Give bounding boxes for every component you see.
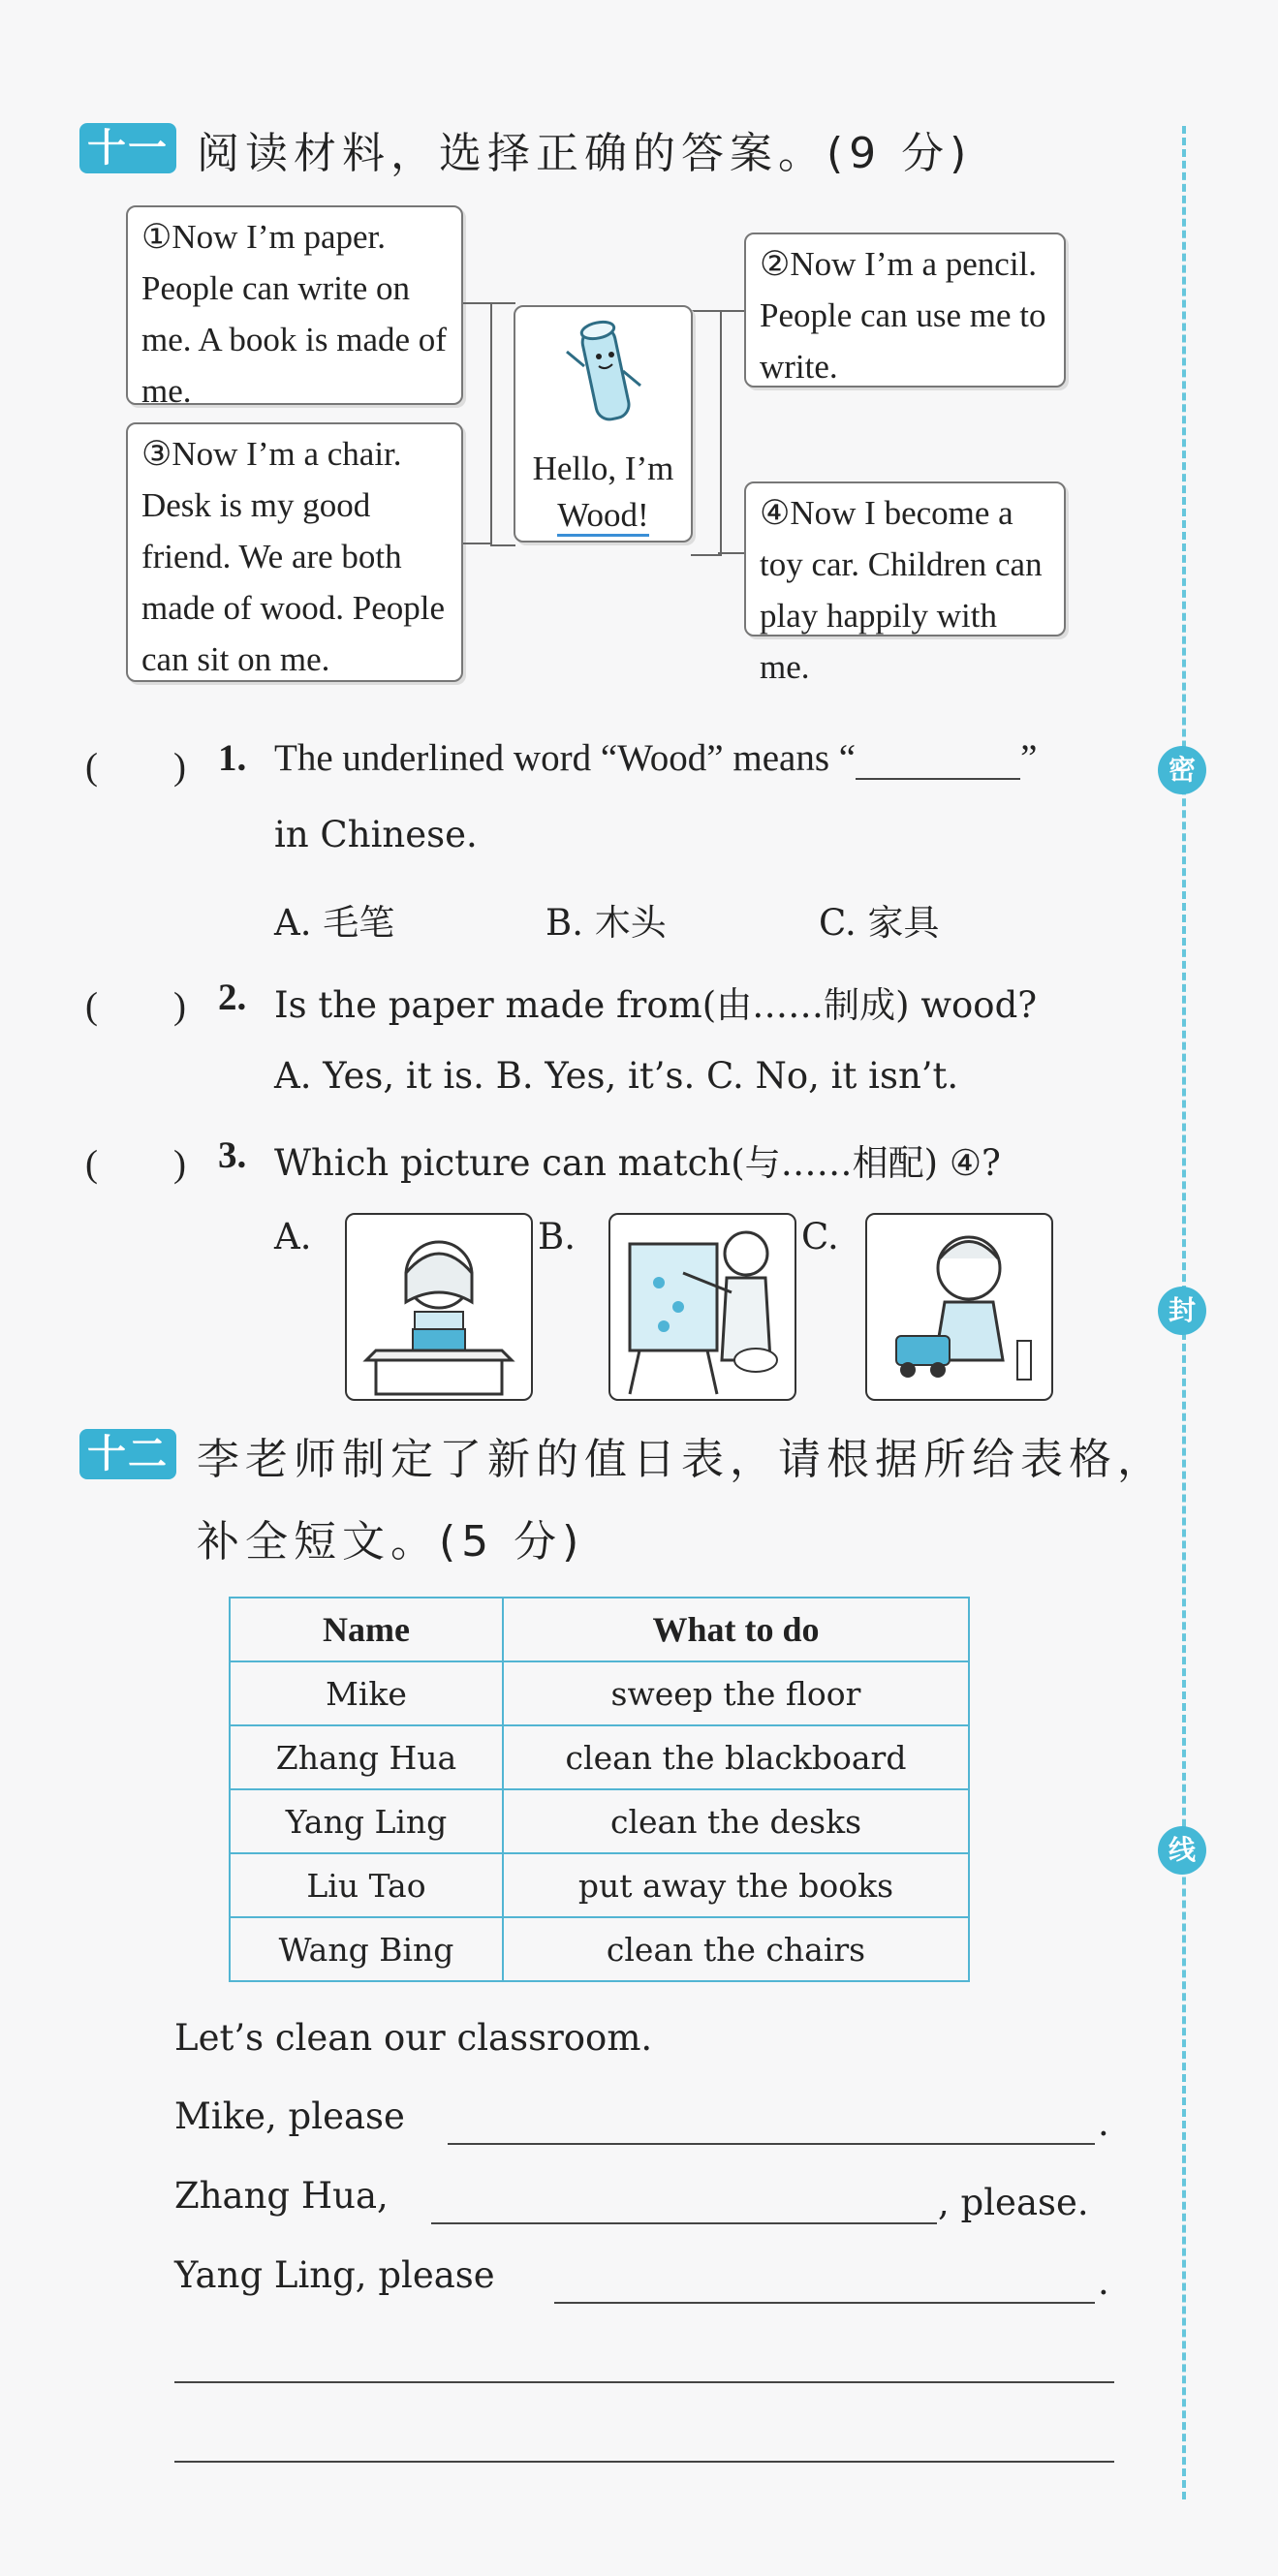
passage-yang-period: .: [1098, 2261, 1109, 2303]
passage-yang-label: Yang Ling, please: [174, 2254, 495, 2296]
table-row: [230, 1789, 969, 1853]
reading-box-pencil: ②Now I’m a pencil. People can use me to write.: [744, 233, 1066, 388]
q1-number: 1.: [218, 737, 247, 779]
q1-blank[interactable]: [856, 739, 1020, 780]
table-cell-name: Zhang Hua: [230, 1725, 503, 1789]
wood-character-box: [514, 305, 693, 543]
q2-answer-paren[interactable]: ( ): [85, 985, 186, 1027]
table-cell-task: clean the chairs: [503, 1917, 969, 1981]
q3-picture-c-boy-toy-car[interactable]: [865, 1213, 1053, 1401]
duty-table: [229, 1597, 970, 1982]
wood-log-illustration: [545, 313, 662, 429]
passage-mike-label: Mike, please: [174, 2095, 405, 2137]
seal-mark-mi: 密: [1158, 746, 1206, 794]
q1-text-line2: in Chinese.: [274, 814, 478, 855]
connector: [490, 302, 515, 546]
q3-picture-b-girl-painting[interactable]: [608, 1213, 796, 1401]
connector: [463, 302, 492, 304]
table-row: [230, 1725, 969, 1789]
passage-zhang-label: Zhang Hua,: [174, 2175, 389, 2217]
table-row: [230, 1661, 969, 1725]
table-row: [230, 1917, 969, 1981]
answer-line-wang[interactable]: [174, 2461, 1114, 2463]
q3-option-c-label[interactable]: C.: [801, 1216, 839, 1257]
q3-option-b-label[interactable]: B.: [538, 1216, 576, 1257]
passage-intro: Let’s clean our classroom.: [174, 2017, 653, 2059]
seal-mark-xian: 线: [1158, 1826, 1206, 1875]
q3-picture-a-girl-reading[interactable]: [345, 1213, 533, 1401]
section11-badge: 十一: [79, 123, 176, 173]
table-cell-name: Wang Bing: [230, 1917, 503, 1981]
table-header-name: Name: [230, 1598, 503, 1661]
section12-heading-line1: 李老师制定了新的值日表，请根据所给表格，: [197, 1435, 1166, 1484]
connector: [718, 310, 744, 312]
table-cell-task: sweep the floor: [503, 1661, 969, 1725]
answer-line-liu[interactable]: [174, 2381, 1114, 2383]
connector: [718, 552, 744, 554]
section12-heading-line2: 补全短文。(5 分): [197, 1517, 585, 1567]
table-cell-name: Yang Ling: [230, 1789, 503, 1853]
q2-number: 2.: [218, 977, 247, 1018]
seal-mark-feng: 封: [1158, 1287, 1206, 1335]
q1-option-b[interactable]: B. 木头: [545, 902, 667, 944]
underlined-word-wood: Wood!: [557, 496, 648, 537]
reading-box-paper: ①Now I’m paper. People can write on me. A book is made of me.: [126, 205, 463, 405]
q1-option-a[interactable]: A. 毛笔: [274, 902, 395, 944]
table-cell-task: clean the blackboard: [503, 1725, 969, 1789]
table-header-task: What to do: [503, 1598, 969, 1661]
table-cell-task: put away the books: [503, 1853, 969, 1917]
table-cell-name: Mike: [230, 1661, 503, 1725]
q2-options[interactable]: A. Yes, it is. B. Yes, it’s. C. No, it isn’t.: [274, 1055, 959, 1097]
answer-blank-yang[interactable]: [554, 2302, 1095, 2304]
q1-option-c[interactable]: C. 家具: [819, 902, 940, 944]
answer-blank-mike[interactable]: [448, 2143, 1095, 2145]
connector: [463, 543, 492, 544]
q3-answer-paren[interactable]: ( ): [85, 1143, 186, 1185]
table-cell-name: Liu Tao: [230, 1853, 503, 1917]
reading-box-chair: ③Now I’m a chair. Desk is my good friend. We are both made of wood. People can sit on me.: [126, 422, 463, 682]
reading-box-toycar: ④Now I become a toy car. Children can play happily with me.: [744, 481, 1066, 636]
q1-text: The underlined word “Wood” means “ ”: [274, 737, 1038, 779]
section12-badge: 十二: [79, 1429, 176, 1479]
q3-option-a-label[interactable]: A.: [274, 1216, 312, 1257]
q3-text: Which picture can match(与……相配) ④?: [274, 1142, 1001, 1184]
wood-greeting: Hello, I’m: [532, 450, 674, 487]
table-row: [230, 1853, 969, 1917]
passage-zhang-end: , please.: [938, 2182, 1089, 2223]
passage-mike-period: .: [1098, 2102, 1109, 2144]
q1-answer-paren[interactable]: ( ): [85, 746, 186, 788]
table-cell-task: clean the desks: [503, 1789, 969, 1853]
q2-text: Is the paper made from(由……制成) wood?: [274, 984, 1038, 1026]
section11-heading: 阅读材料，选择正确的答案。(9 分): [197, 129, 973, 178]
answer-blank-zhang[interactable]: [431, 2222, 937, 2224]
q3-number: 3.: [218, 1134, 247, 1176]
table-header-row: [230, 1598, 969, 1661]
connector: [691, 310, 722, 556]
